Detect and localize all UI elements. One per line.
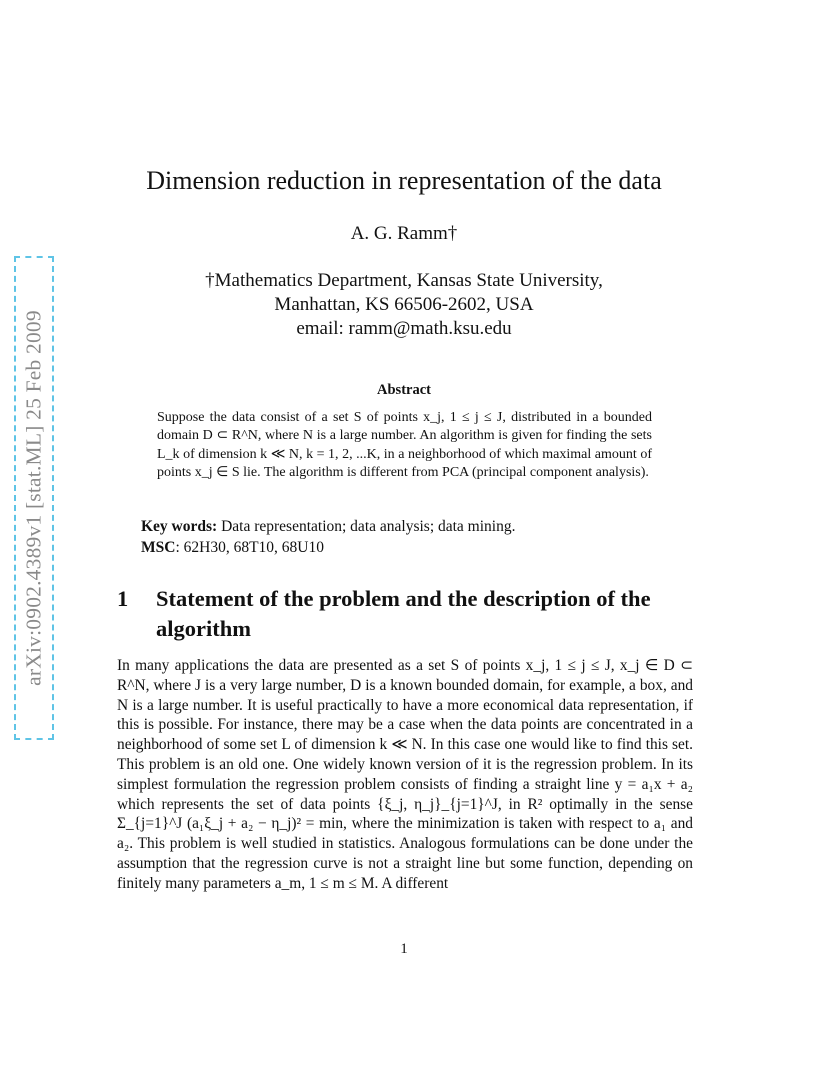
keywords-block bbox=[141, 516, 701, 558]
affiliation-line: Manhattan, KS 66506-2602, USA bbox=[274, 294, 534, 315]
keywords-label: Key words: bbox=[141, 518, 218, 535]
page-number: 1 bbox=[400, 941, 408, 957]
arxiv-stamp bbox=[14, 256, 54, 740]
msc-label: MSC bbox=[141, 539, 176, 556]
author-name: A. G. Ramm† bbox=[350, 223, 458, 244]
affiliation-email: email: ramm@math.ksu.edu bbox=[296, 318, 512, 339]
paper-title: Dimension reduction in representation of the data bbox=[146, 166, 662, 195]
section-heading bbox=[117, 584, 707, 644]
msc-line bbox=[141, 537, 701, 558]
keywords-text: Data representation; data analysis; data mining. bbox=[221, 518, 516, 535]
keywords-line bbox=[141, 516, 701, 537]
msc-text: : 62H30, 68T10, 68U10 bbox=[175, 539, 324, 556]
section-title: Statement of the problem and the description of the algorithm bbox=[156, 586, 651, 641]
affiliation-line: †Mathematics Department, Kansas State University, bbox=[205, 270, 603, 291]
abstract-heading: Abstract bbox=[377, 382, 431, 398]
section-number: 1 bbox=[117, 586, 129, 611]
arxiv-stamp-text: arXiv:0902.4389v1 [stat.ML] 25 Feb 2009 bbox=[21, 310, 46, 686]
abstract-text: Suppose the data consist of a set S of points x_j, 1 ≤ j ≤ J, distributed in a bounded domain D ⊂ R^N, where N is a large number. An algorithm is given for finding the sets L_k of dimension k ≪ N, k = 1, 2, ...K, in a neighborhood of which maximal amount of points x_j ∈ S lie. The algorithm is different from PCA (principal component analysis). bbox=[157, 410, 652, 480]
body-paragraph: In many applications the data are presented as a set S of points x_j, 1 ≤ j ≤ J, x_j ∈ D ⊂ R^N, where J is a very large number, D is a known bounded domain, for example, a box, and N is a large number. It is useful practically to have a more economical data representation, if this is possible. For instance, there may be a case when the data points are concentrated in a neighborhood of some set L of dimension k ≪ N. In this case one would like to find this set. This problem is an old one. One widely known version of it is the regression problem. In its simplest formulation the regression problem consists of finding a straight line y = a₁x + a₂ which represents the set of data points {ξ_j, η_j}_{j=1}^J, in R² optimally in the sense Σ_{j=1}^J (a₁ξ_j + a₂ − η_j)² = min, where the minimization is taken with respect to a₁ and a₂. This problem is well studied in statistics. Analogous formulations can be done under the assumption that the regression curve is not a straight line but some function, depending on finitely many parameters a_m, 1 ≤ m ≤ M. A different bbox=[117, 657, 693, 892]
affiliation bbox=[100, 269, 708, 341]
